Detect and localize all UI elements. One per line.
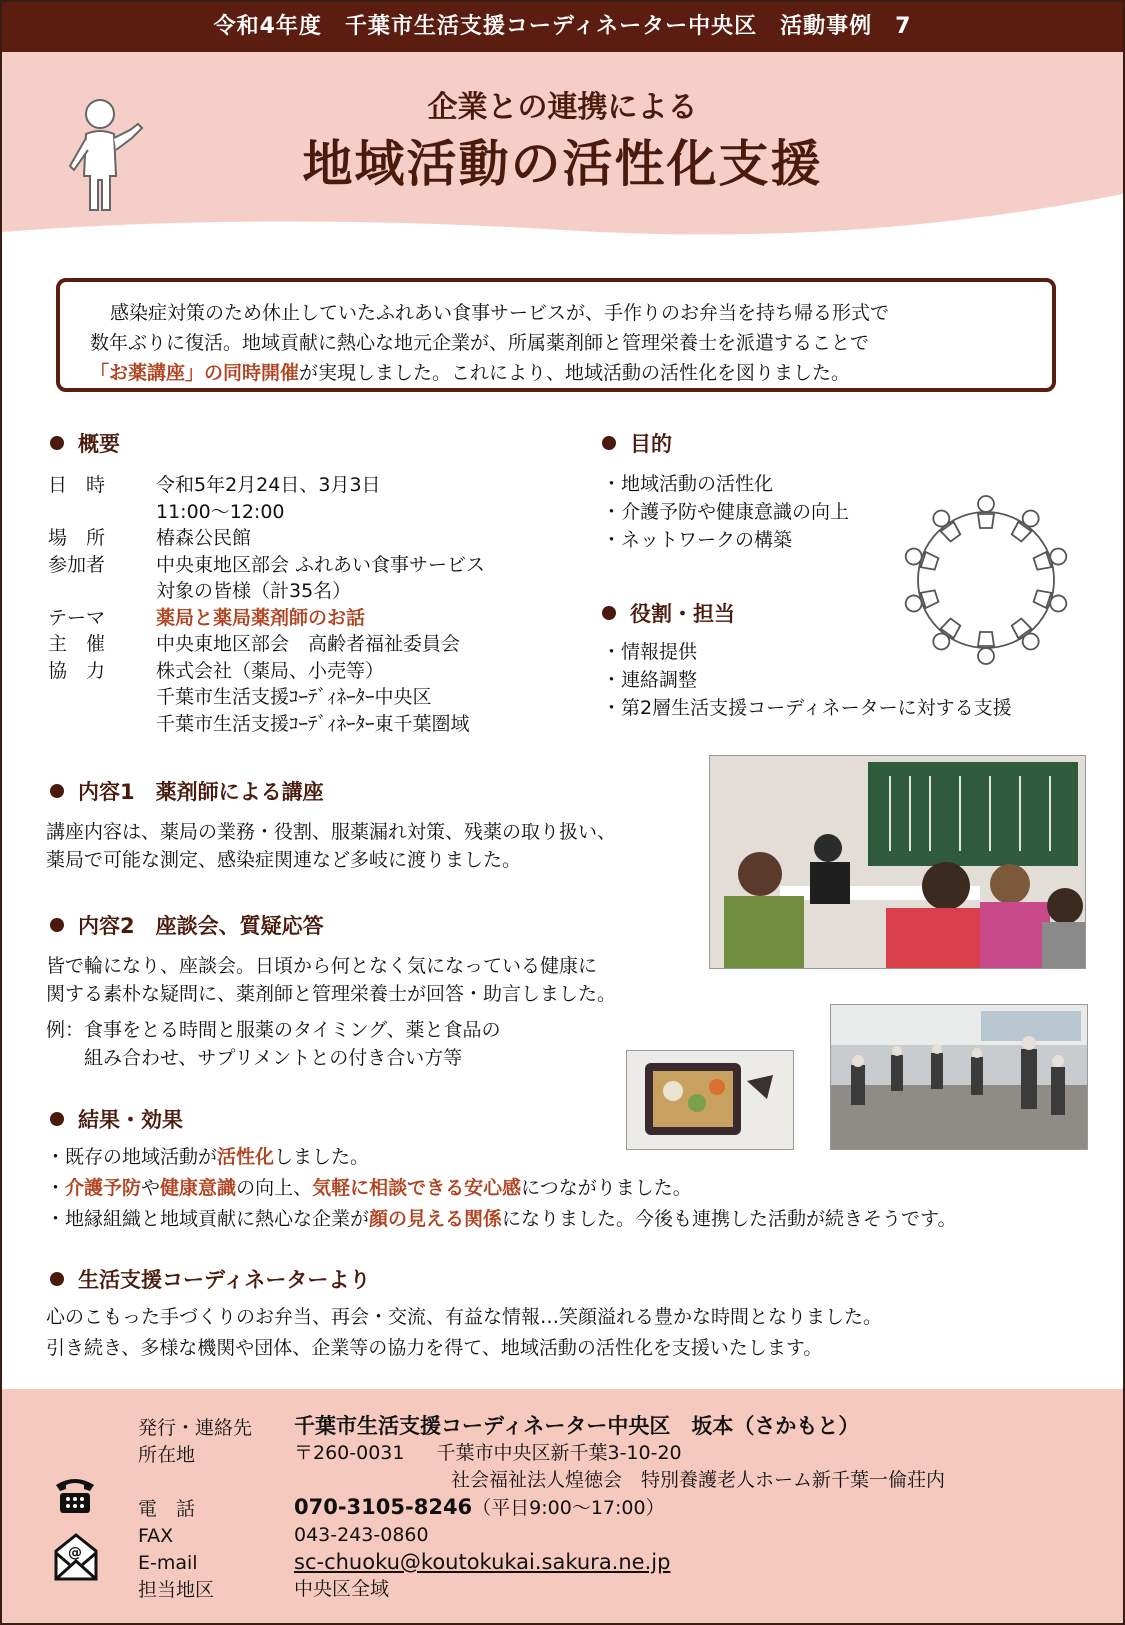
results-item	[46, 1173, 957, 1204]
email-link[interactable]: sc-chuoku@koutokukai.sakura.ne.jp	[294, 1550, 671, 1574]
overview-value	[156, 605, 365, 632]
coordinator-line: 引き続き、多様な機関や団体、企業等の協力を得て、地域活動の活性化を支援いたします。	[46, 1337, 823, 1359]
discussion-photo-drawing	[831, 1005, 1087, 1149]
results-text: の向上、	[236, 1177, 313, 1199]
roles-item: ・連絡調整	[602, 669, 698, 691]
overview-label: テーマ	[48, 606, 106, 629]
hero-subtitle: 企業との連携による	[427, 90, 698, 125]
overview-row	[48, 525, 485, 552]
address-line-1: 千葉市中央区新千葉3-10-20	[436, 1442, 682, 1464]
overview-value-line: 椿森公民館	[156, 527, 252, 549]
content1-line: 薬局で可能な測定、感染症関連など多岐に渡りました。	[46, 849, 522, 871]
results-heading	[50, 1104, 183, 1134]
bullet-dot	[602, 606, 616, 620]
purpose-item: ・地域活動の活性化	[602, 473, 774, 495]
svg-text:@: @	[68, 1545, 82, 1561]
results-highlight: 健康意識	[160, 1177, 237, 1199]
overview-value	[156, 472, 381, 525]
content2-example-line: 例：食事をとる時間と服薬のタイミング、薬と食品の	[46, 1019, 501, 1041]
results-highlight: 介護予防	[65, 1177, 142, 1199]
content2-body	[46, 952, 616, 1008]
content1-heading	[50, 776, 324, 806]
footer-values	[294, 1413, 945, 1603]
content2-example-line: 組み合わせ、サプリメントとの付き合い方等	[46, 1047, 463, 1069]
bullet-dot	[50, 1112, 64, 1126]
results-highlight: 気軽に相談できる安心感	[312, 1177, 522, 1199]
overview-value-line: 千葉市生活支援ｺｰﾃﾞｨﾈｰﾀｰ中央区	[156, 686, 432, 708]
header-bar: 令和4年度 千葉市生活支援コーディネーター中央区 活動事例 7	[2, 2, 1123, 52]
results-item	[46, 1142, 957, 1173]
intro-line-3	[90, 358, 1022, 388]
bullet-dot	[50, 436, 64, 450]
discussion-photo	[830, 1004, 1088, 1150]
results-text: しました。	[274, 1146, 370, 1168]
purpose-item: ・介護予防や健康意識の向上	[602, 501, 850, 523]
lecture-photo-drawing	[710, 756, 1085, 968]
overview-value-line: 中央東地区部会 高齢者福祉委員会	[156, 633, 461, 655]
content1-body	[46, 818, 616, 874]
publisher-name: 千葉市生活支援コーディネーター中央区 坂本（さかもと）	[294, 1414, 860, 1438]
publisher-label: 発行・連絡先	[138, 1417, 253, 1439]
overview-label: 日 時	[48, 474, 106, 496]
overview-table	[48, 472, 485, 737]
service-area: 中央区全域	[294, 1578, 390, 1600]
roles-heading	[602, 598, 735, 628]
coordinator-heading	[50, 1264, 370, 1294]
overview-value	[156, 631, 460, 658]
content1-heading-text: 内容1 薬剤師による講座	[78, 780, 324, 804]
overview-row	[48, 605, 485, 632]
postal-code: 〒260-0031	[294, 1442, 405, 1464]
results-text: になりました。今後も連携した活動が続きそうです。	[502, 1208, 957, 1230]
bento-photo-drawing	[627, 1051, 793, 1149]
intro-box	[56, 278, 1056, 392]
content2-heading-text: 内容2 座談会、質疑応答	[78, 914, 324, 938]
intro-line-3-rest: が実現しました。これにより、地域活動の活性化を図りました。	[299, 362, 851, 384]
overview-value-line: 11:00～12:00	[156, 500, 285, 523]
overview-value	[156, 552, 485, 605]
bullet-dot	[50, 784, 64, 798]
overview-row	[48, 658, 485, 738]
purpose-list	[602, 470, 849, 554]
overview-label: 場 所	[48, 527, 106, 549]
overview-value-line: 千葉市生活支援ｺｰﾃﾞｨﾈｰﾀｰ東千葉圏域	[156, 712, 470, 735]
phone-label: 電 話	[138, 1498, 196, 1520]
phone-hours: （平日9:00～17:00）	[472, 1497, 665, 1519]
roles-list	[602, 638, 1012, 722]
fax-label: FAX	[138, 1525, 174, 1547]
results-text: につながりました。	[521, 1177, 692, 1199]
overview-value-line: 中央東地区部会 ふれあい食事サービス	[156, 553, 486, 576]
results-highlight: 活性化	[217, 1146, 275, 1168]
address-line-2: 社会福祉法人煌徳会 特別養護老人ホーム新千葉一倫荘内	[451, 1469, 946, 1491]
footer-labels	[138, 1415, 252, 1604]
overview-heading	[50, 428, 120, 458]
roles-item: ・第2層生活支援コーディネーターに対する支援	[602, 697, 1012, 719]
purpose-heading	[602, 428, 672, 458]
overview-label: 参加者	[48, 553, 106, 576]
bento-photo	[626, 1050, 794, 1150]
overview-theme: 薬局と薬局薬剤師のお話	[156, 606, 366, 629]
content2-line: 皆で輪になり、座談会。日頃から何となく気になっている健康に	[46, 955, 598, 977]
intro-line-1: 感染症対策のため休止していたふれあい食事サービスが、手作りのお弁当を持ち帰る形式で	[110, 302, 890, 324]
fax-number: 043-243-0860	[294, 1524, 429, 1546]
content1-line: 講座内容は、薬局の業務・役割、服薬漏れ対策、残薬の取り扱い、	[46, 821, 617, 843]
results-heading-text: 結果・効果	[78, 1108, 183, 1132]
purpose-item: ・ネットワークの構築	[602, 529, 793, 551]
results-highlight: 顔の見える関係	[369, 1208, 503, 1230]
overview-value	[156, 658, 470, 738]
lecture-photo	[709, 755, 1086, 969]
address-label: 所在地	[138, 1444, 196, 1466]
contact-footer	[2, 1389, 1123, 1623]
overview-value-line: 令和5年2月24日、3月3日	[156, 474, 381, 496]
overview-label: 協 力	[48, 659, 106, 682]
bullet-dot	[602, 436, 616, 450]
purpose-heading-text: 目的	[630, 432, 672, 456]
content2-example	[46, 1016, 500, 1072]
results-item	[46, 1204, 957, 1235]
content2-heading	[50, 910, 324, 940]
overview-label: 主 催	[48, 633, 106, 655]
intro-highlight: 「お薬講座」の同時開催	[90, 362, 300, 384]
hero-title: 地域活動の活性化支援	[302, 135, 823, 193]
overview-heading-text: 概要	[78, 432, 120, 456]
results-list	[46, 1142, 957, 1235]
telephone-icon	[52, 1475, 98, 1515]
overview-value-line: 対象の皆様（計35名）	[156, 580, 352, 602]
overview-value	[156, 525, 251, 552]
intro-line-2: 数年ぶりに復活。地域貢献に熱心な地元企業が、所属薬剤師と管理栄養士を派遣することで	[90, 332, 870, 354]
bullet-dot	[50, 1272, 64, 1286]
roles-item: ・情報提供	[602, 641, 698, 663]
email-envelope-icon	[52, 1531, 100, 1583]
results-text: ・地縁組織と地域貢献に熱心な企業が	[46, 1208, 370, 1230]
phone-number: 070-3105-8246	[294, 1495, 473, 1519]
area-label: 担当地区	[138, 1579, 215, 1601]
results-text: ・	[46, 1177, 66, 1199]
roles-heading-text: 役割・担当	[630, 602, 735, 626]
overview-value-line: 株式会社（薬局、小売等）	[156, 659, 385, 682]
bullet-dot	[50, 918, 64, 932]
results-text: や	[141, 1177, 161, 1199]
overview-row	[48, 631, 485, 658]
coordinator-line: 心のこもった手づくりのお弁当、再会・交流、有益な情報…笑顔溢れる豊かな時間となりました。	[46, 1306, 883, 1328]
email-label: E-mail	[138, 1552, 198, 1574]
overview-row	[48, 552, 485, 605]
content2-line: 関する素朴な疑問に、薬剤師と管理栄養士が回答・助言しました。	[46, 983, 617, 1005]
coordinator-heading-text: 生活支援コーディネーターより	[78, 1268, 371, 1292]
overview-row	[48, 472, 485, 525]
results-text: ・既存の地域活動が	[46, 1146, 218, 1168]
coordinator-body	[46, 1302, 882, 1364]
